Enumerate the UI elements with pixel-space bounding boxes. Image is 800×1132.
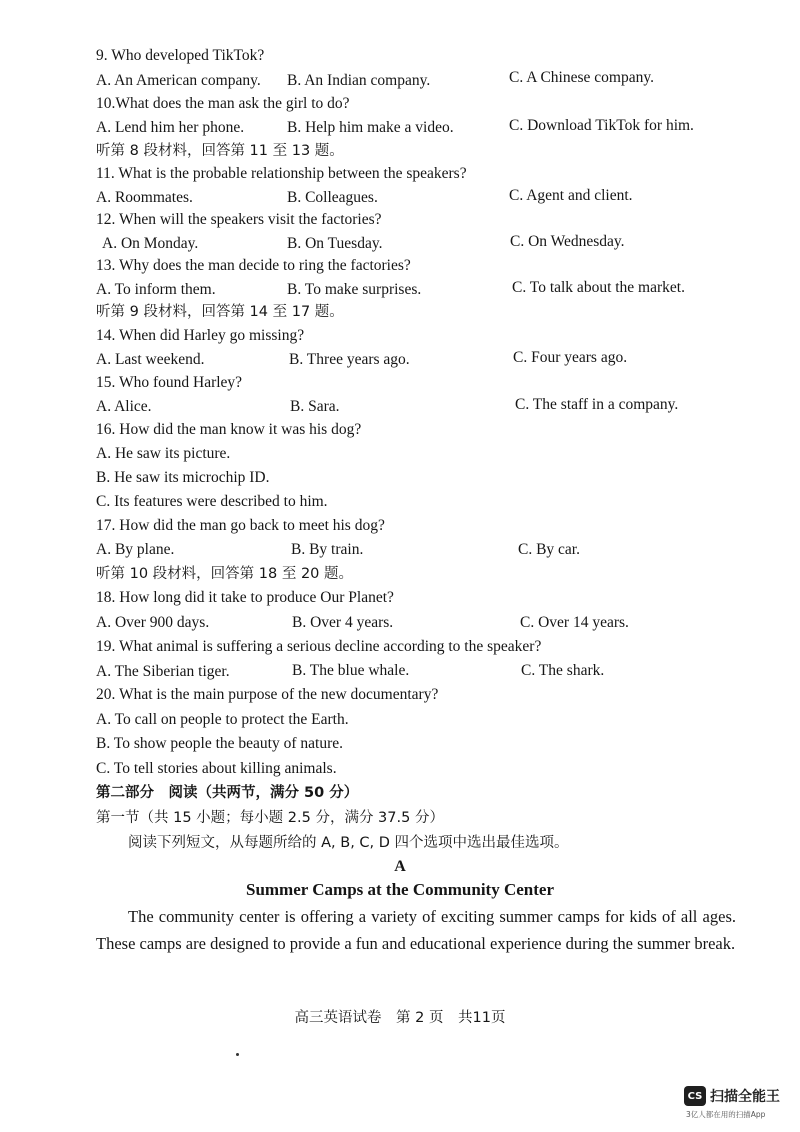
option-b: B. Help him make a video.	[287, 119, 454, 136]
page-footer: 高三英语试卷 第 2 页 共11页	[294, 1010, 506, 1026]
option-b: B. Over 4 years.	[292, 614, 394, 631]
stray-dot	[236, 1053, 239, 1056]
option-b: B. On Tuesday.	[287, 235, 383, 252]
option-a: A. Alice.	[96, 398, 152, 415]
question-stem: 20. What is the main purpose of the new documentary?	[96, 686, 439, 703]
question-stem: 16. How did the man know it was his dog?	[96, 421, 362, 438]
option-b: B. By train.	[291, 541, 364, 558]
option-b: B. Sara.	[290, 398, 340, 415]
camscanner-logo-icon: CS	[684, 1086, 706, 1106]
question-stem: 18. How long did it take to produce Our Planet?	[96, 589, 394, 606]
question-stem: 17. How did the man go back to meet his dog?	[96, 517, 385, 534]
question-stem: 11. What is the probable relationship between the speakers?	[96, 165, 467, 182]
question-stem: 15. Who found Harley?	[96, 374, 243, 391]
option-a: A. The Siberian tiger.	[96, 663, 230, 680]
passage-title: Summer Camps at the Community Center	[245, 880, 555, 899]
option-a: A. Lend him her phone.	[96, 119, 245, 136]
option-a: A. He saw its picture.	[96, 445, 231, 462]
listening-instruction: 听第 8 段材料，回答第 11 至 13 题。	[96, 143, 344, 159]
option-c: C. A Chinese company.	[509, 69, 654, 86]
option-a: A. To call on people to protect the Earth.	[96, 711, 349, 728]
camscanner-tagline: 3亿人都在用的扫描App	[686, 1110, 766, 1119]
option-b: B. To show people the beauty of nature.	[96, 735, 344, 752]
option-c: C. Agent and client.	[509, 187, 633, 204]
option-c: C. Its features were described to him.	[96, 493, 328, 510]
option-a: A. An American company.	[96, 72, 261, 89]
question-stem: 13. Why does the man decide to ring the factories?	[96, 257, 411, 274]
listening-instruction: 听第 9 段材料，回答第 14 至 17 题。	[96, 304, 344, 320]
option-c: C. Over 14 years.	[520, 614, 629, 631]
section-heading: 第一节（共 15 小题；每小题 2.5 分，满分 37.5 分）	[96, 810, 444, 826]
option-a: A. By plane.	[96, 541, 175, 558]
option-b: B. He saw its microchip ID.	[96, 469, 270, 486]
passage-paragraph-text: The community center is offering a variety of exciting summer camps for kids of all ages. These camps are designed to provide a fun and educational experience during the summer break.	[96, 907, 736, 953]
question-stem: 12. When will the speakers visit the factories?	[96, 211, 382, 228]
option-c: C. To talk about the market.	[512, 279, 685, 296]
option-c: C. On Wednesday.	[510, 233, 625, 250]
option-b: B. Colleagues.	[287, 189, 378, 206]
question-stem: 19. What animal is suffering a serious decline according to the speaker?	[96, 638, 542, 655]
option-c: C. To tell stories about killing animals.	[96, 760, 337, 777]
option-c: C. By car.	[518, 541, 580, 558]
passage-paragraph	[96, 903, 736, 957]
option-a: A. Roommates.	[96, 189, 193, 206]
question-stem: 10.What does the man ask the girl to do?	[96, 95, 350, 112]
option-b: B. The blue whale.	[292, 662, 410, 679]
reading-directions: 阅读下列短文，从每题所给的 A, B, C, D 四个选项中选出最佳选项。	[128, 835, 569, 851]
option-c: C. The shark.	[521, 662, 605, 679]
camscanner-name: 扫描全能王	[710, 1089, 780, 1105]
option-b: B. Three years ago.	[289, 351, 410, 368]
part-heading: 第二部分 阅读（共两节，满分 50 分）	[96, 785, 359, 801]
question-stem: 14. When did Harley go missing?	[96, 327, 305, 344]
passage-letter: A	[394, 858, 406, 875]
option-b: B. An Indian company.	[287, 72, 431, 89]
option-c: C. The staff in a company.	[515, 396, 679, 413]
option-a: A. On Monday.	[102, 235, 199, 252]
option-c: C. Download TikTok for him.	[509, 117, 694, 134]
listening-instruction: 听第 10 段材料，回答第 18 至 20 题。	[96, 566, 354, 582]
option-a: A. Over 900 days.	[96, 614, 210, 631]
option-b: B. To make surprises.	[287, 281, 422, 298]
question-stem: 9. Who developed TikTok?	[96, 47, 265, 64]
option-c: C. Four years ago.	[513, 349, 628, 366]
option-a: A. To inform them.	[96, 281, 216, 298]
option-a: A. Last weekend.	[96, 351, 205, 368]
